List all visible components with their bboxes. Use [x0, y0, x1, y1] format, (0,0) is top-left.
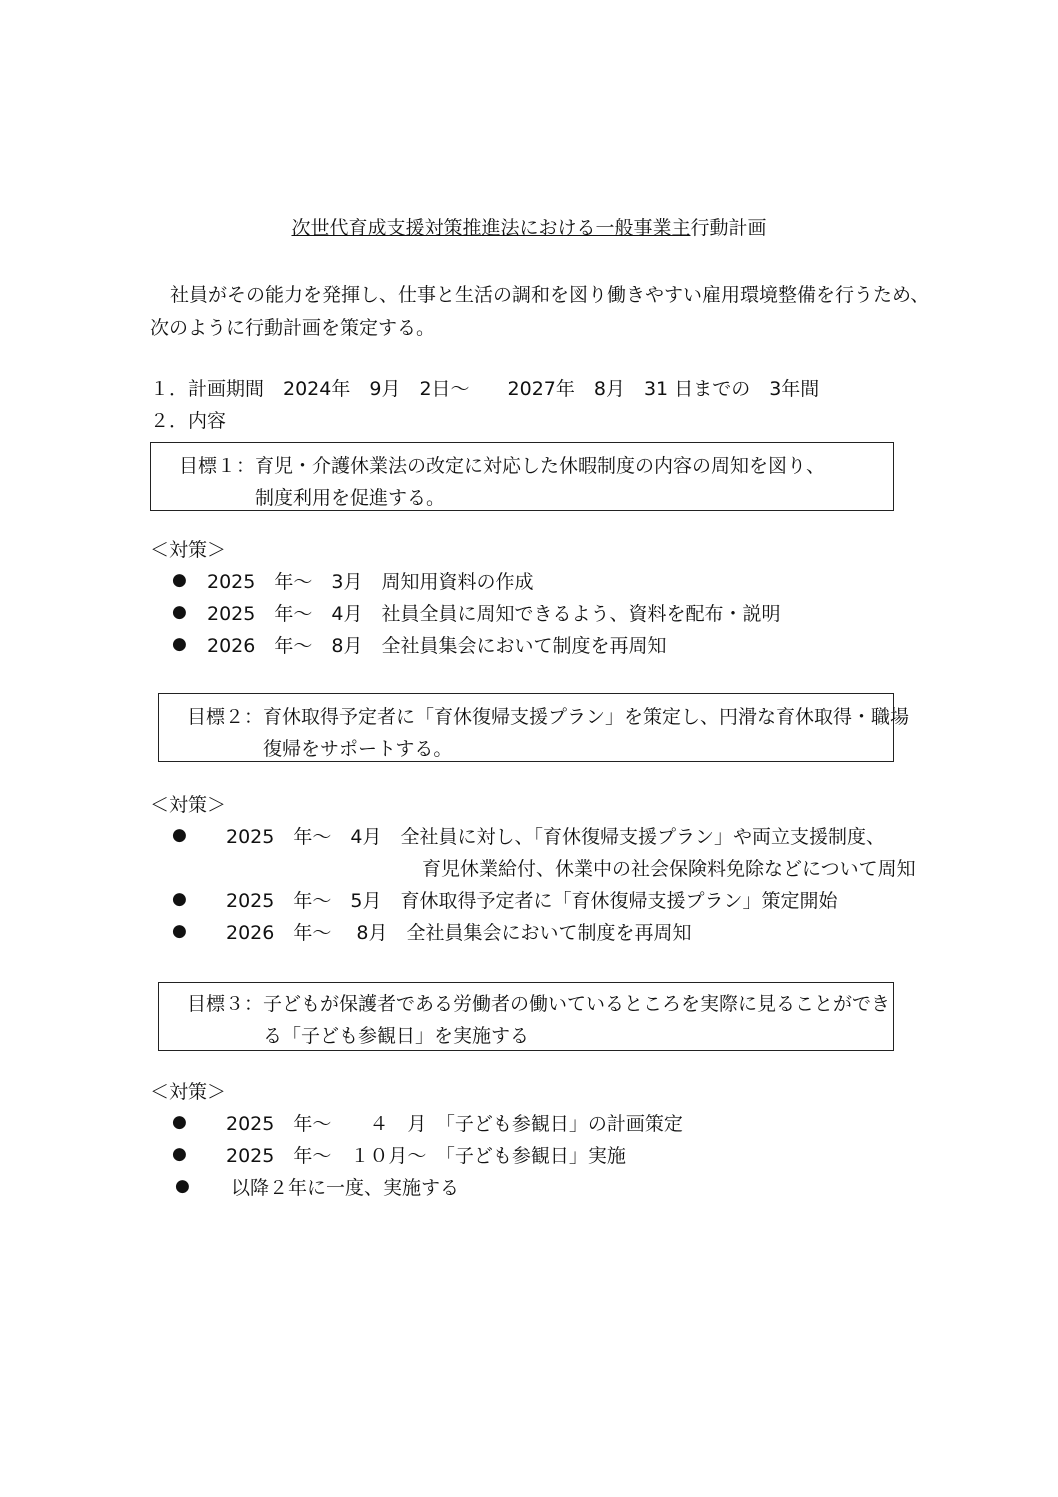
goal-1-measure-3-bullet: ●	[172, 634, 187, 654]
goal-1-measures-label: ＜対策＞	[150, 539, 227, 561]
goal-3-measures-label: ＜対策＞	[150, 1081, 227, 1103]
goal-1-measure-3: 2026 年～ 8月 全社員集会において制度を再周知	[207, 635, 667, 657]
goal-1-measure-1-bullet: ●	[172, 570, 187, 590]
document-title-rest: 行動計画	[690, 217, 767, 239]
document-title	[0, 213, 1058, 240]
intro-line-2: 次のように行動計画を策定する。	[150, 317, 436, 339]
goal-1-measure-1: 2025 年～ 3月 周知用資料の作成	[207, 571, 534, 593]
goal-3-line-2: る「子ども参観日」を実施する	[263, 1025, 530, 1047]
goal-3-measure-1-bullet: ●	[172, 1112, 187, 1132]
goal-2-measure-3: 2026 年～ 8月 全社員集会において制度を再周知	[226, 922, 692, 944]
goal-3-box	[158, 982, 894, 1051]
goal-2-measure-2: 2025 年～ 5月 育休取得予定者に「育休復帰支援プラン」策定開始	[226, 890, 838, 912]
goal-3-measure-2: 2025 年～ １０月～ 「子ども参観日」実施	[226, 1145, 626, 1167]
goal-2-line-2: 復帰をサポートする。	[263, 738, 453, 760]
document-title-underlined: 次世代育成支援対策推進法における一般事業主	[291, 217, 691, 239]
goal-1-measure-2-bullet: ●	[172, 602, 187, 622]
goal-1-line-2: 制度利用を促進する。	[255, 487, 446, 509]
goal-3-measure-3: 以降２年に一度、実施する	[231, 1177, 460, 1199]
goal-1-box	[150, 442, 894, 511]
content-heading: ２．内容	[150, 410, 227, 432]
goal-2-measure-2-bullet: ●	[172, 889, 187, 909]
goal-3-measure-1: 2025 年～ ４ 月 「子ども参観日」の計画策定	[226, 1113, 683, 1135]
goal-2-measures-label: ＜対策＞	[150, 794, 227, 816]
goal-1-line-1: 目標１：育児・介護休業法の改定に対応した休暇制度の内容の周知を図り、	[179, 455, 826, 477]
goal-2-measure-3-bullet: ●	[172, 921, 187, 941]
goal-3-measure-2-bullet: ●	[172, 1144, 187, 1164]
goal-2-measure-1-bullet: ●	[172, 825, 187, 845]
goal-2-box	[158, 693, 910, 762]
plan-period: １．計画期間 2024年 9月 2日～ 2027年 8月 31 日までの 3年間	[150, 378, 820, 400]
goal-2-measure-1: 2025 年～ 4月 全社員に対し、「育休復帰支援プラン」や両立支援制度、	[226, 826, 885, 848]
goal-2-measure-1-continued: 育児休業給付、休業中の社会保険料免除などについて周知	[422, 858, 916, 880]
goal-3-line-1: 目標３：子どもが保護者である労働者の働いているところを実際に見ることができ	[187, 993, 891, 1015]
goal-1-measure-2: 2025 年～ 4月 社員全員に周知できるよう、資料を配布・説明	[207, 603, 781, 625]
goal-2-line-1: 目標２：育休取得予定者に「育休復帰支援プラン」を策定し、円滑な育休取得・職場	[187, 706, 910, 728]
goal-3-measure-3-bullet: ●	[175, 1176, 190, 1196]
intro-line-1: 社員がその能力を発揮し、仕事と生活の調和を図り働きやすい雇用環境整備を行うため、	[170, 284, 930, 306]
